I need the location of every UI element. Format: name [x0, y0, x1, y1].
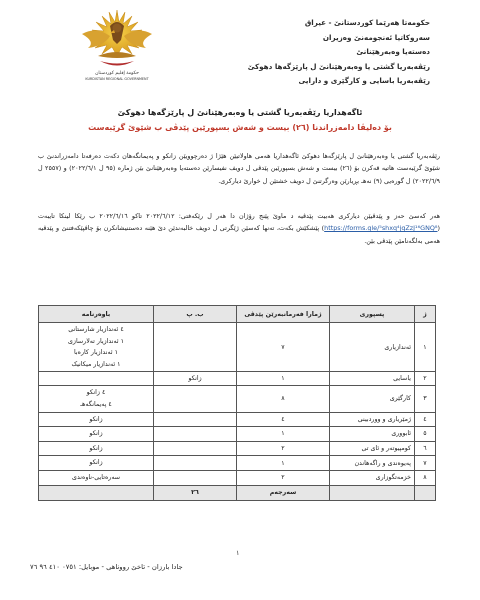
- total-empty-cell: [415, 485, 436, 500]
- certificate-line: زانکو: [89, 444, 103, 452]
- table-row: [39, 456, 436, 471]
- table-body: [39, 323, 436, 486]
- header-line-government: حکومەتا هەرێما کوردستانێ - عیراق: [304, 18, 430, 27]
- certificate-line: ١ ئەندازیار کارەبا: [73, 349, 118, 357]
- certificate-line: ٤ ئەندازیار شارستانی: [68, 326, 124, 333]
- row-bp: زانکو: [154, 372, 237, 386]
- footer-contact: جادا بارزان - تاخێ رووناهی - موبایل: ٠٧٥١ ٤١٠ ٩٦ ٧٦: [30, 563, 183, 571]
- table-row: [39, 386, 436, 412]
- row-required-count: ٨: [237, 386, 330, 412]
- title-line-1: ئاگەهداریا رێڤەبەریا گشتی یا وەبەرهێنانێ ل پارێزگەها دهوکێ: [117, 108, 363, 117]
- table-row: [39, 427, 436, 442]
- total-empty-cell: [330, 485, 415, 500]
- certificate-line: زانکو: [89, 459, 103, 467]
- table-row: [39, 372, 436, 386]
- row-specialty: یاسایی: [330, 372, 415, 386]
- certificate-line: زانکو: [89, 430, 103, 438]
- row-bp: [154, 323, 237, 372]
- announcement-paragraph-1: رێڤەبەریا گشتی یا وەبەرهێنانێ ل پارێزگەها دهوکێ ئاگەهداریا هەمی هاولاتیێن هێژا ژ دەرچوویێن زانکو و پەیمانگەهان دکەت دەرفەتا دامەزراندنێ ب شێوێ گرێبەست هاتیە قەکرن بۆ (٢٦) بیست و شەش بسپورێین پێدڤی ل دویف نفیسارێن دەستەیا وەبەرهێنانێ بێن ژمارە (٩٥ ل ٢٠٢٢/٦/١) و (٢٥٥٧ ل ٢٠٢٢/٦/٩) ل گورەیی (٩) نەهـ بڕیارێن وەرگرتنێ ل دویف خشتێن ل خوارێ دیارکری.: [38, 152, 440, 185]
- header-certificate: باوەرنامە: [39, 306, 154, 323]
- header-line-department: رێڤەبەریا باسایی و کارگێری و دارایی: [298, 76, 430, 85]
- row-required-count: ١: [237, 427, 330, 442]
- row-bp: [154, 412, 237, 427]
- row-specialty: ژمێریاری و ووردبینی: [330, 412, 415, 427]
- paragraph-2-after-link: ) پێشکێش بکەت، تەنها کەسێن ژێگرتی ل دویف خالبەندێن دێ هێنە دەستنیشانکرن بۆ چاڤپێکەفتنێ و پێدڤیە هەمی بەلگەنامێن پێدڤی بێن.: [38, 224, 440, 245]
- header-line-board: دەستەیا وەبەرهێنانێ: [356, 47, 430, 56]
- row-specialty: خزمەتگوزاری: [330, 470, 415, 485]
- logo-caption-arabic: حكومة إقليم كوردستان: [95, 71, 139, 76]
- row-bp: [154, 386, 237, 412]
- table-header-row: [39, 306, 436, 323]
- row-required-count: ٢: [237, 441, 330, 456]
- row-number: ٢: [415, 372, 436, 386]
- row-required-count: ٢: [237, 470, 330, 485]
- vacancies-table: [38, 305, 436, 501]
- header-line-directorate: رێڤەبەریا گشتی یا وەبەرهێنانێ ل پارێزگەها دهوکێ: [247, 61, 430, 71]
- total-value: ٢٦: [154, 485, 237, 500]
- header-specialty: پسپوری: [330, 306, 415, 323]
- row-bp: [154, 456, 237, 471]
- header-number: ژ: [415, 306, 436, 323]
- logo-caption-english: KURDISTAN REGIONAL GOVERNMENT: [85, 77, 149, 81]
- row-certificate: [39, 441, 154, 456]
- row-bp: [154, 470, 237, 485]
- application-form-link[interactable]: https://forms.gle/⁵shxq⁴jqZzJ¹⁶GNQ⁸: [324, 224, 438, 233]
- row-bp: [154, 441, 237, 456]
- certificate-line: ٤ پەیمانگەهـ: [80, 400, 112, 408]
- row-certificate: [39, 456, 154, 471]
- total-empty-cell: [39, 485, 154, 500]
- certificate-line: ١ ئەندازیار تەلارسازی: [67, 337, 124, 345]
- row-number: ٦: [415, 441, 436, 456]
- row-number: ٥: [415, 427, 436, 442]
- announcement-paragraph-2: [38, 210, 440, 247]
- row-number: ٤: [415, 412, 436, 427]
- row-specialty: ئابووری: [330, 427, 415, 442]
- row-number: ٧: [415, 456, 436, 471]
- table-row: [39, 323, 436, 372]
- header-line-council: سەروکاتیا ئەنجومەنێ وەزیران: [322, 32, 430, 42]
- row-specialty: ئەندازیاری: [330, 323, 415, 372]
- certificate-line: ٤ زانکو: [86, 389, 106, 397]
- row-required-count: ٤: [237, 412, 330, 427]
- row-specialty: کومپیوتەر و ئای تی: [330, 441, 415, 456]
- government-header: [200, 16, 430, 89]
- row-required-count: ٧: [237, 323, 330, 372]
- total-label: سەرجەم: [237, 485, 330, 500]
- row-certificate: [39, 412, 154, 427]
- row-certificate: [39, 386, 154, 412]
- title-line-2: بۆ دەلیڤا دامەزراندنا (٢٦) بیست و شەش بسپورێین پێدڤی ب شێوێ گرێبەست: [88, 123, 392, 132]
- header-bp: ب. پ: [154, 306, 237, 323]
- certificate-line: زانکو: [89, 415, 103, 423]
- announcement-title: [30, 105, 450, 135]
- row-required-count: ١: [237, 456, 330, 471]
- table-row: [39, 441, 436, 456]
- table-total-row: [39, 485, 436, 500]
- row-specialty: کارگێری: [330, 386, 415, 412]
- certificate-line: سەرەتایی-ناوەندی: [72, 473, 120, 481]
- row-number: ٣: [415, 386, 436, 412]
- row-number: ٨: [415, 470, 436, 485]
- row-bp: [154, 427, 237, 442]
- paragraph-2-before-link: هەر کەسێ حەز و پێدڤیێن دیارکری هەبیت پێدڤیە د ماوێ پێنج رۆژان دا هەر ل رێکەفتی: ٢٠٢٢/٦/١٢ تاکو ٢٠٢٢/٦/١٦ ب رێکا لینکا تایبەت (: [38, 212, 441, 233]
- header-required-count: ژمارا فەرمانبەرێن پێدڤی: [237, 306, 330, 323]
- row-required-count: ١: [237, 372, 330, 386]
- krg-emblem-logo: [74, 4, 160, 84]
- page-number: ١: [236, 549, 240, 557]
- row-certificate: [39, 323, 154, 372]
- table-row: [39, 412, 436, 427]
- table-row: [39, 470, 436, 485]
- row-certificate: [39, 427, 154, 442]
- row-certificate: [39, 372, 154, 386]
- row-number: ١: [415, 323, 436, 372]
- row-certificate: [39, 470, 154, 485]
- row-specialty: پەیوەندی و راگەهاندن: [330, 456, 415, 471]
- certificate-line: ١ ئەندازیار میکانیک: [71, 360, 121, 368]
